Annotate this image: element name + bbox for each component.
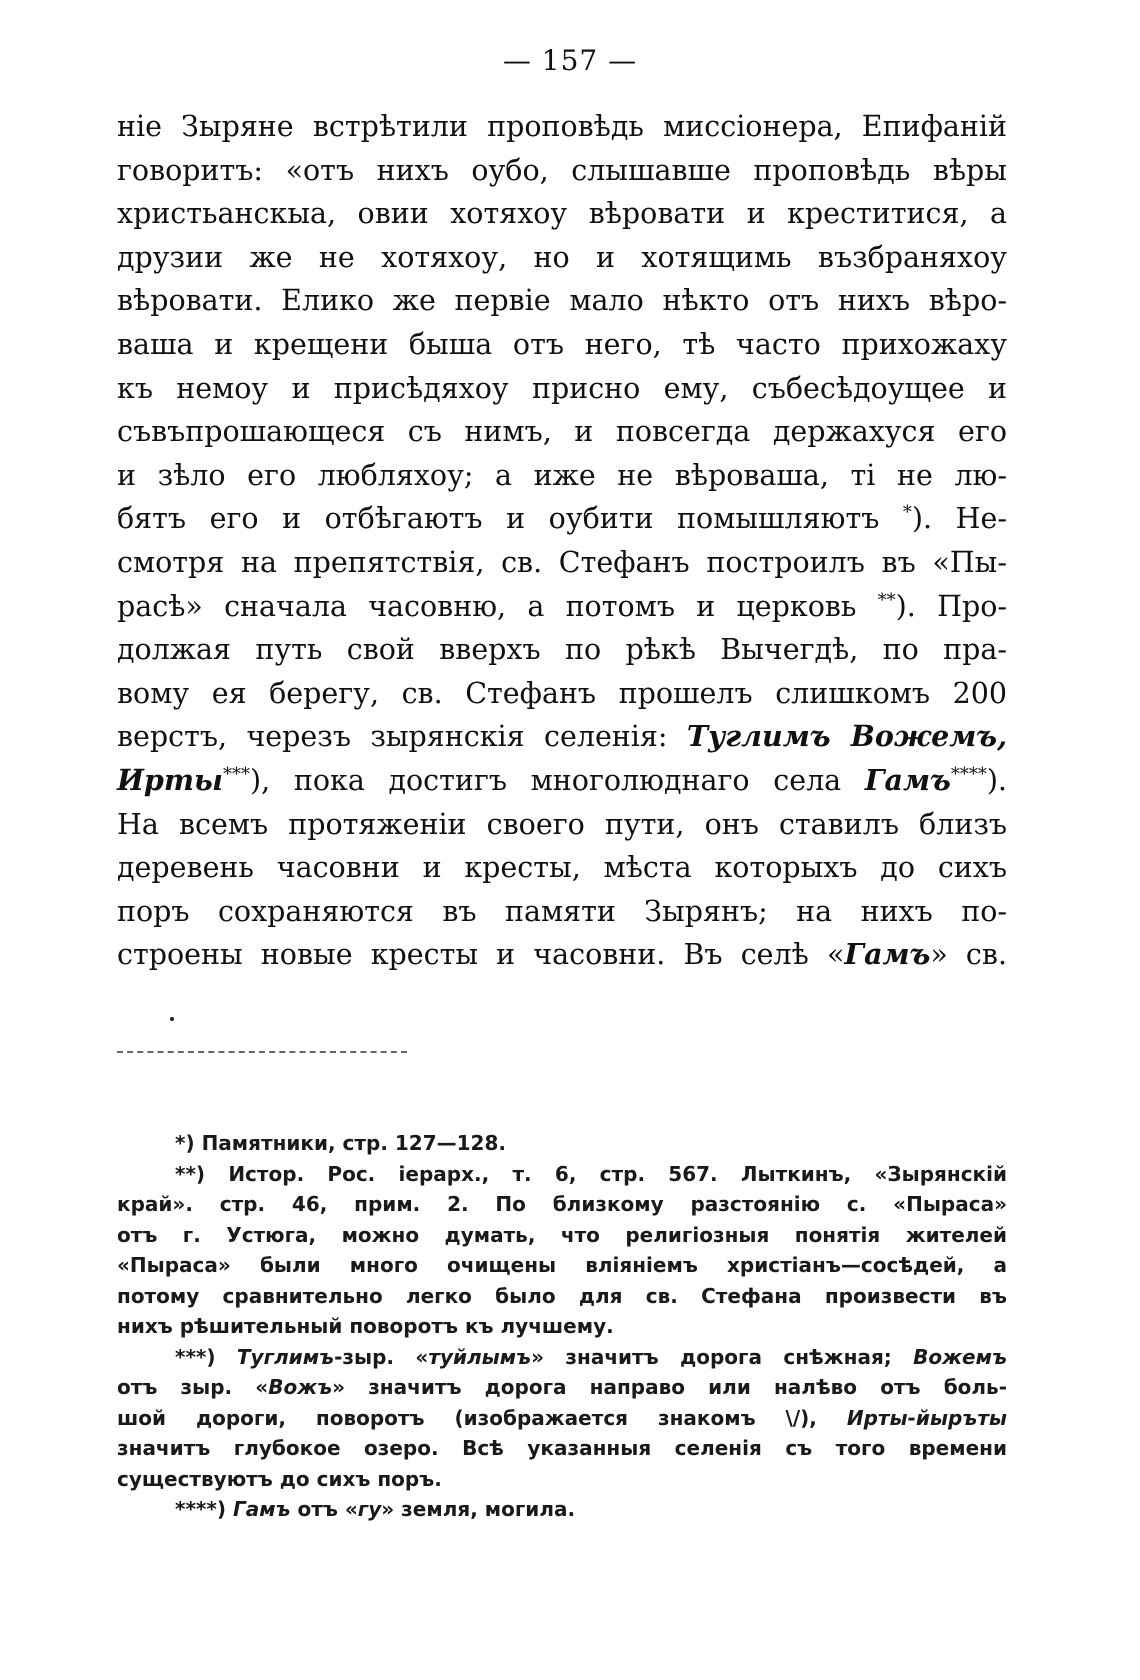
footnote-3-line: значитъ глубокое озеро. Всѣ указанныя селенія съ того времени xyxy=(117,1436,1007,1460)
village-name: Гамъ xyxy=(844,937,931,972)
footnote-2-line: отъ г. Устюга, можно думать, что религіозныя понятія жителей xyxy=(117,1222,1007,1247)
text-run: бятъ его и отбѣгаютъ и оубити помышляютъ xyxy=(117,502,903,536)
body-line: къ немоу и присѣдяхоу присно ему, събесѣдоущее и xyxy=(117,371,1007,405)
footnotes xyxy=(117,1128,1007,1525)
body-line: и зѣло его любляхоу; а иже не вѣроваша, ті не лю- xyxy=(117,458,1007,492)
body-line: ваша и крещени быша отъ него, тѣ часто прихожаху xyxy=(117,327,1007,361)
body-line: смотря на препятствія, св. Стефанъ построилъ въ «Пы- xyxy=(117,545,1007,579)
fn-italic: туйлымъ xyxy=(428,1344,532,1369)
text-run: » св. xyxy=(930,938,1007,972)
body-line: христьанскыа, овии хотяхоу вѣровати и креститися, а xyxy=(117,197,1007,231)
text-run: верстъ, черезъ зырянскія селенія: xyxy=(117,720,687,754)
body-line: друзии же не хотяхоу, но и хотящимь възбраняхоу xyxy=(117,240,1007,274)
body-line: поръ сохраняются въ памяти Зырянъ; на нихъ по- xyxy=(117,894,1007,928)
body-line: На всемъ протяженіи своего пути, онъ ставилъ близъ xyxy=(117,807,1007,841)
body-line: вѣровати. Елико же первіе мало нѣкто отъ нихъ вѣро- xyxy=(117,284,1007,318)
fn-text: » значитъ дорога снѣжная; xyxy=(531,1344,914,1369)
text-run: ). Про- xyxy=(895,589,1007,623)
body-line: должая путь свой вверхъ по рѣкѣ Вычегдѣ, по пра- xyxy=(117,633,1007,667)
village-names: Туглимъ Вожемъ, xyxy=(686,719,1007,754)
footnote-2-line: потому сравнительно легко было для св. Стефана произвести въ xyxy=(117,1283,1007,1308)
footnote-3-line xyxy=(117,1372,1007,1403)
text-run: расѣ» сначала часовню, а потомъ и церковь xyxy=(117,589,878,623)
fn-text: -зыр. « xyxy=(334,1344,429,1369)
footnote-mark: * xyxy=(902,502,912,524)
text-run: ). xyxy=(986,763,1007,797)
fn-italic: Вожемъ xyxy=(913,1344,1007,1369)
footnote-mark: ****) xyxy=(175,1497,233,1521)
body-line: вому ея берегу, св. Стефанъ прошелъ слишкомъ 200 xyxy=(117,676,1007,710)
body-line xyxy=(117,715,1007,759)
footnote-3-line xyxy=(117,1342,1007,1373)
footnote-3-line: существуютъ до сихъ поръ. xyxy=(117,1466,442,1491)
body-text xyxy=(117,105,1007,977)
fn-italic: Вожъ xyxy=(268,1375,333,1399)
footnote-mark: ***) xyxy=(175,1344,237,1369)
footnote-2-line: нихъ рѣшительный поворотъ къ лучшему. xyxy=(117,1314,614,1338)
village-name: Гамъ xyxy=(864,762,951,797)
footnote-mark: **** xyxy=(950,763,987,785)
footnote-4 xyxy=(117,1494,1007,1525)
fn-italic: Ирты-йыръты xyxy=(846,1405,1007,1430)
body-line: деревень часовни и кресты, мѣста которыхъ до сихъ xyxy=(117,851,1007,885)
print-speck xyxy=(170,1017,174,1021)
footnote-mark: *** xyxy=(223,763,251,785)
footnote-divider xyxy=(117,1051,407,1053)
fn-text: отъ « xyxy=(290,1497,358,1521)
fn-italic: гу xyxy=(357,1497,382,1521)
body-line: ніе Зыряне встрѣтили проповѣдь миссіонера, Епифаній xyxy=(117,110,1007,143)
fn-text: » земля, могила. xyxy=(381,1497,576,1521)
body-line xyxy=(117,759,1007,803)
footnote-mark: ** xyxy=(877,589,896,611)
page-number: — 157 — xyxy=(502,44,638,77)
fn-italic: Туглимъ xyxy=(236,1344,335,1369)
body-line: съвъпрошающеся съ нимъ, и повсегда держахуся его xyxy=(117,415,1007,449)
body-line xyxy=(117,933,1007,977)
text-run: ). Не- xyxy=(911,502,1007,536)
text-run: строены новые кресты и часовни. Въ селѣ « xyxy=(117,938,845,972)
footnote-2-line: **) Истор. Рос. іерарх., т. 6, стр. 567. Лыткинъ, «Зырянскій xyxy=(175,1161,1007,1186)
body-line: говоритъ: «отъ нихъ оубо, слышавше проповѣдь вѣры xyxy=(117,153,1007,187)
fn-text: отъ зыр. « xyxy=(117,1375,269,1399)
text-run: ), пока достигъ многолюднаго села xyxy=(250,763,865,797)
footnote-2-line: «Пыраса» были много очищены вліяніемъ христіанъ—сосѣдей, а xyxy=(117,1253,1007,1277)
body-line xyxy=(117,497,1007,541)
footnote-3-line xyxy=(117,1403,1007,1434)
footnote-2-line: край». стр. 46, прим. 2. По близкому разстоянію с. «Пыраса» xyxy=(117,1192,1007,1216)
footnote-1: *) Памятники, стр. 127—128. xyxy=(175,1131,506,1155)
fn-text: шой дороги, поворотъ (изображается знакомъ \/), xyxy=(117,1405,847,1430)
fn-italic: Гамъ xyxy=(232,1497,291,1521)
body-line xyxy=(117,585,1007,629)
fn-text: » значитъ дорога направо или налѣво отъ боль- xyxy=(332,1375,1008,1399)
village-name: Ирты xyxy=(117,762,224,797)
